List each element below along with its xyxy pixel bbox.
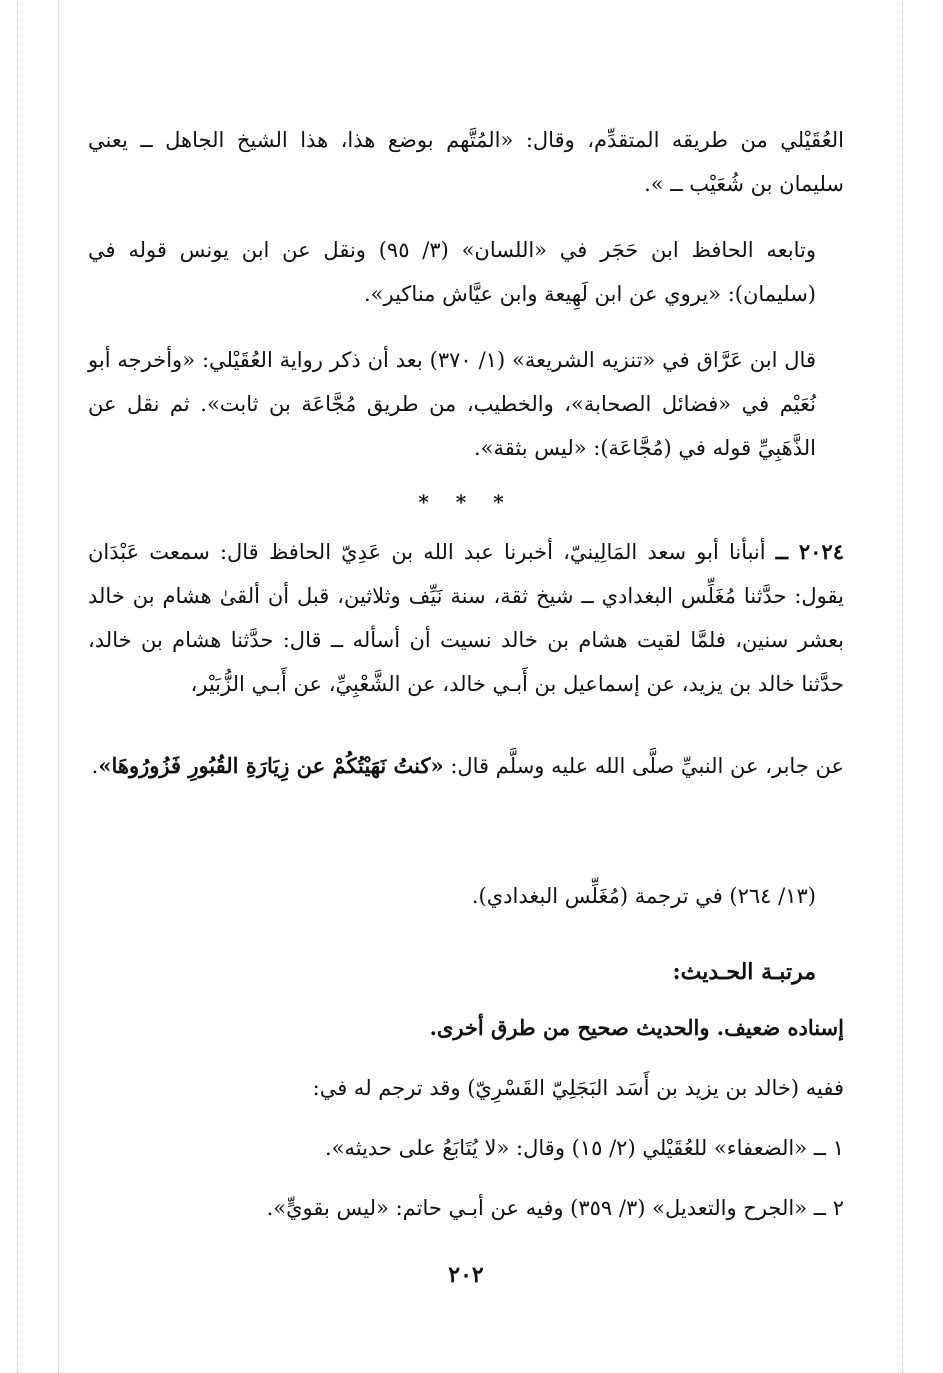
scan-guide-line [58, 0, 59, 1373]
section-heading-hadith-grade [88, 950, 844, 994]
list-item: ٢ ــ «الجرح والتعديل» (٣/ ٣٥٩) وفيه عن أبـي حاتم: «ليس بقويٍّ». [266, 1196, 844, 1220]
reference-text: (١٣/ ٢٦٤) في ترجمة (مُغَلِّس البغدادي). [471, 884, 816, 908]
matn-end: . [91, 754, 99, 778]
matn-intro: عن جابر، عن النبيِّ صلَّى الله عليه وسلَّم قال: [443, 754, 844, 778]
source-reference [88, 874, 844, 918]
paragraph-ibn-arraq [88, 338, 844, 470]
section-divider-stars: * * * [418, 490, 514, 514]
scan-guide-line [902, 0, 903, 1373]
hadith-2024-isnad [88, 530, 844, 706]
list-item: ١ ــ «الضعفاء» للعُقَيْلي (٢/ ١٥) وقال: «لا يُتَابَعُ على حديثه». [324, 1136, 844, 1160]
references-list [88, 1126, 844, 1246]
matn-quote: «كنتُ نَهَيْتُكُمْ عن زِيَارَةِ القُبُورِ فَزُورُوهَا» [98, 753, 444, 778]
paragraph-text: وتابعه الحافظ ابن حَجَر في «اللسان» (٣/ ٩٥) ونقل عن ابن يونس قوله في (سليمان): «يروي عن ابن لَهِيعة وابن عيَّاش مناكير». [88, 238, 816, 306]
scan-guide-line [17, 0, 18, 1373]
paragraph-text: قال ابن عَرَّاق في «تنزيه الشريعة» (١/ ٣٧٠) بعد أن ذكر رواية العُقَيْلي: «وأخرجه أبو نُعَيْم في «فضائل الصحابة»، والخطيب، من طريق مُجَّاعَة بن ثابت». ثم نقل عن الذَّهَبِيِّ قوله في (مُجَّاعَة): «ليس بثقة». [88, 348, 816, 460]
paragraph-aqili-quote: العُقَيْلي من طريقه المتقدِّم، وقال: «المُتَّهم بوضع هذا، هذا الشيخ الجاهل ــ يعني سليمان بن شُعَيْب ــ ». [88, 128, 844, 196]
grade-statement: إسناده ضعيف. والحديث صحيح من طرق أخرى. [429, 1015, 844, 1040]
paragraph-ibn-hajar [88, 228, 844, 316]
hadith-2024-matn [88, 744, 844, 788]
narrator-note: ففيه (خالد بن يزيد بن أَسَد البَجَلِيّ القَسْرِيّ) وقد ترجم له في: [312, 1076, 844, 1100]
hadith-number: ٢٠٢٤ ــ [775, 539, 844, 564]
heading-text: مرتبـة الحـديث: [672, 959, 816, 985]
page-number: ٢٠٢ [448, 1262, 484, 1288]
isnad-text: أنبأنا أبو سعد المَالِينيّ، أخبرنا عبد الله بن عَدِيّ الحافظ قال: سمعت عَبْدَان يقول: حدَّثنا مُغَلِّس البغدادي ــ شيخ ثقة، سنة نَيِّف وثلاثين، قبل أن ألقىٰ هشام بن خالد بعشر سنين، فلمَّا لقيت هشام بن خالد نسيت أن أسأله ــ قال: حدَّثنا هشام بن خالد، حدَّثنا خالد بن يزيد، عن إسماعيل بن أَبـي خالد، عن الشَّعْبِيِّ، عن أَبـي الزُّبَيْر، [88, 540, 844, 696]
